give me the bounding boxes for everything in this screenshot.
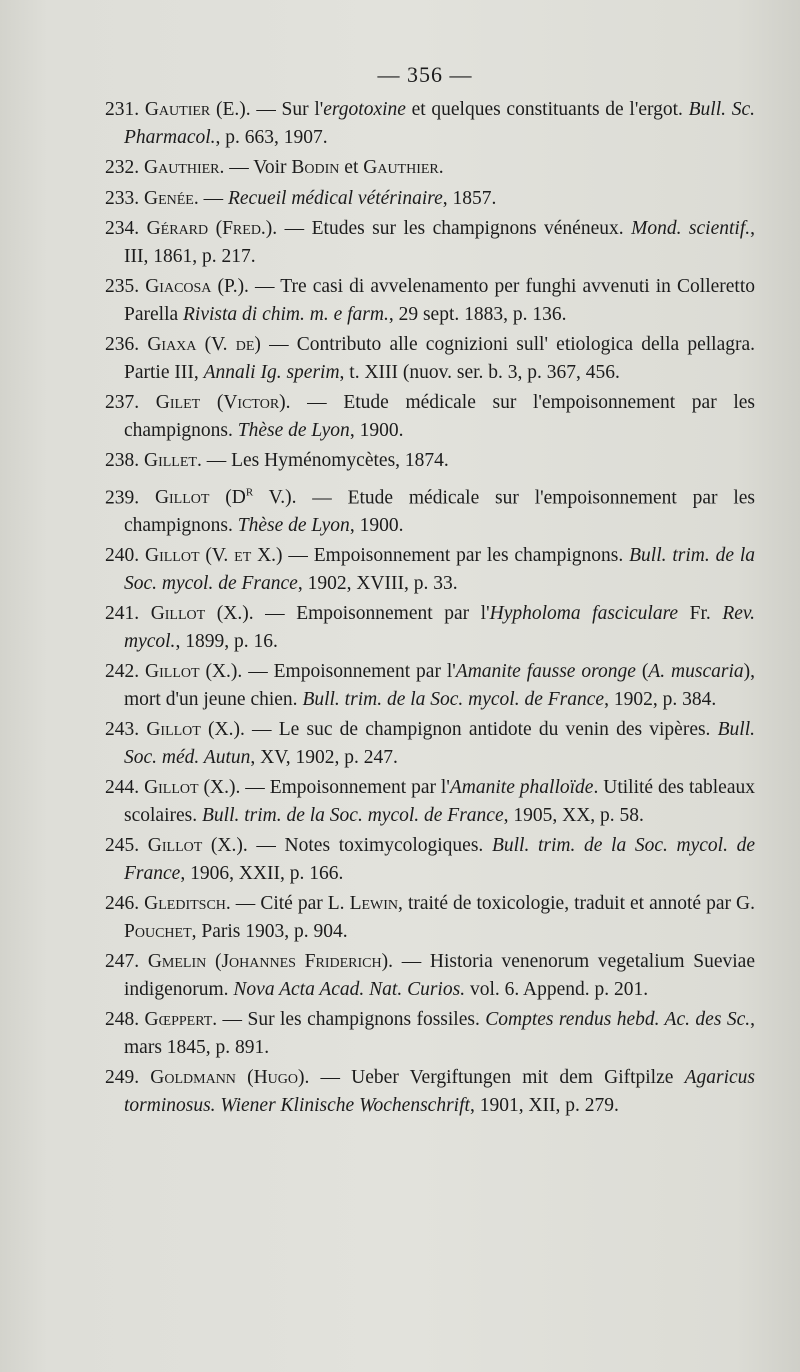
entry-title-italic: Thèse de Lyon <box>237 419 350 441</box>
entry-author: Gleditsch. <box>144 893 231 914</box>
bibliography-entry <box>105 96 755 151</box>
entry-number: 248. <box>105 1009 140 1030</box>
entry-title-italic: Agaricus torminosus. Wiener Klinische Wochenschrift <box>124 1067 755 1116</box>
entry-title-italic: Bull. trim. de la Soc. mycol. de France <box>201 804 504 826</box>
bibliography-entry <box>105 447 755 475</box>
entry-number: 238. <box>105 450 140 471</box>
entry-number: 244. <box>105 777 140 798</box>
entry-cited-author: Bodin <box>291 157 340 178</box>
entry-text: — Voir Bodin et Gauthier. <box>224 157 444 178</box>
bibliography-entry <box>105 658 755 713</box>
entry-author: Goldmann (Hugo). <box>150 1067 310 1088</box>
entry-title-italic: ergotoxine <box>323 99 406 120</box>
bibliography-entry <box>105 890 755 945</box>
entry-title-italic: Nova Acta Acad. Nat. Curios. <box>233 978 466 1000</box>
bibliography-entry <box>105 1064 755 1119</box>
entry-number: 241. <box>105 603 140 624</box>
entry-title-italic: Thèse de Lyon <box>237 514 350 536</box>
entry-author: Genée. <box>144 187 199 209</box>
entry-number: 242. <box>105 661 140 682</box>
entry-number: 246. <box>105 893 140 914</box>
entry-title-italic: Recueil médical vétérinaire <box>227 187 443 209</box>
entry-text: — Historia venenorum vegetalium Sueviae indigenorum. Nova Acta Acad. Nat. Curios. vol. 6. Append. p. 201. <box>124 951 755 1000</box>
bibliography-entry <box>105 389 755 444</box>
entry-author: Gillot (X.). <box>147 835 248 856</box>
entry-title-italic: Bull. Soc. méd. Autun <box>124 719 755 768</box>
entry-number: 232. <box>105 157 140 178</box>
entry-author: Gilet (Victor). <box>155 392 291 413</box>
entry-text: — Empoisonnement par l'Hypholoma fasciculare Fr. Rev. mycol., 1899, p. 16. <box>124 603 755 652</box>
bibliography-entry <box>105 273 755 328</box>
bibliography-entry <box>105 185 755 213</box>
entry-author: Gœppert. <box>144 1009 218 1030</box>
entry-cited-author: Gauthier <box>363 157 439 178</box>
entry-text: — Empoisonnement par l'Amanite fausse oronge (A. muscaria), mort d'un jeune chien. Bull. trim. de la Soc. mycol. de France, 1902, p. 384. <box>124 661 755 710</box>
entry-cited-author: Pouchet <box>124 920 192 942</box>
entry-text: — Sur l'ergotoxine et quelques constituants de l'ergot. Bull. Sc. Pharmacol., p. 663, 1907. <box>124 99 755 148</box>
entry-text: — Cité par L. Lewin, traité de toxicologie, traduit et annoté par G. Pouchet, Paris 1903, p. 904. <box>124 893 755 942</box>
entry-author: Gillot (X.). <box>146 719 245 740</box>
entry-text: — Ueber Vergiftungen mit dem Giftpilze Agaricus torminosus. Wiener Klinische Wochenschrift, 1901, XII, p. 279. <box>124 1067 755 1116</box>
entry-title-italic: Comptes rendus hebd. Ac. des Sc. <box>485 1009 751 1030</box>
entry-author: Gillot ($D^r$ V.). <box>154 481 297 508</box>
entry-text: — Etude médicale sur l'empoisonnement par les champignons. Thèse de Lyon, 1900. <box>124 392 756 441</box>
entry-author: Gérard (Fred.). <box>146 218 278 239</box>
entry-author: Gillot (X.). <box>144 777 241 798</box>
entry-text: — Empoisonnement par l'Amanite phalloïde. Utilité des tableaux scolaires. Bull. trim. de la Soc. mycol. de France, 1905, XX, p. 58. <box>124 777 755 826</box>
entry-title-italic: Bull. trim. de la Soc. mycol. de France <box>124 835 756 884</box>
entry-title-italic: Amanite phalloïde <box>449 777 594 798</box>
entry-author: Gillot (X.). <box>145 661 243 682</box>
entry-title-italic: Hypholoma fasciculare <box>489 603 679 624</box>
entry-author: Giacosa (P.). <box>145 276 249 297</box>
entry-number: 239. <box>105 487 140 508</box>
entry-number: 233. <box>105 187 140 209</box>
entry-author: Gmelin (Johannes Friderich). <box>147 951 393 972</box>
bibliography-entry <box>105 832 755 887</box>
entry-title-italic: Rivista di chim. m. e farm. <box>183 303 389 325</box>
entry-author: Gillot (X.). <box>150 603 254 624</box>
entry-text: — Le suc de champignon antidote du venin des vipères. Bull. Soc. méd. Autun, XV, 1902, p. 247. <box>124 719 755 768</box>
bibliography-entry <box>105 1006 755 1061</box>
entry-title-italic: Mond. scientif. <box>631 218 751 239</box>
entry-title-italic: Bull. trim. de la Soc. mycol. de France <box>302 688 605 710</box>
entry-title-italic: A. muscaria <box>648 661 744 682</box>
entry-text: — Sur les champignons fossiles. Comptes rendus hebd. Ac. des Sc., mars 1845, p. 891. <box>124 1009 755 1058</box>
bibliography-entry <box>105 948 755 1003</box>
entry-author: Gautier (E.). <box>144 99 251 120</box>
entry-title-italic: Amanite fausse oronge <box>455 661 636 682</box>
bibliography-entry <box>105 478 755 540</box>
entry-text: — Recueil médical vétérinaire, 1857. <box>198 187 497 209</box>
entry-title-italic: Annali Ig. sperim <box>203 361 340 383</box>
page-number: — 356 — <box>377 62 473 87</box>
entry-text: — Empoisonnement par les champignons. Bull. trim. de la Soc. mycol. de France, 1902, XVIII, p. 33. <box>124 545 756 594</box>
entry-number: 231. <box>105 99 140 120</box>
bibliography-entry <box>105 774 755 829</box>
entry-text: — Tre casi di avvelenamento per funghi avvenuti in Colleretto Parella Rivista di chim. m. e farm., 29 sept. 1883, p. 136. <box>124 276 756 325</box>
entry-text: — Les Hyménomycètes, 1874. <box>201 450 449 471</box>
entry-number: 236. <box>105 334 140 355</box>
entry-number: 249. <box>105 1067 140 1088</box>
entry-author: Giaxa (V. de) <box>147 334 261 355</box>
entry-text: — Etude médicale sur l'empoisonnement par les champignons. Thèse de Lyon, 1900. <box>124 487 756 536</box>
entry-author: Gauthier. <box>144 157 225 178</box>
entry-text: — Notes toximycologiques. Bull. trim. de la Soc. mycol. de France, 1906, XXII, p. 166. <box>124 835 756 884</box>
entry-number: 234. <box>105 218 140 239</box>
entry-author: Gillot (V. et X.) <box>144 545 283 566</box>
entry-title-italic: Bull. Sc. Pharmacol. <box>124 99 755 148</box>
entry-cited-author: Lewin <box>349 893 399 914</box>
bibliography-entry <box>105 542 755 597</box>
entry-number: 243. <box>105 719 140 740</box>
entry-number: 245. <box>105 835 140 856</box>
entry-number: 240. <box>105 545 140 566</box>
entry-number: 235. <box>105 276 140 297</box>
entry-author: Gillet. <box>144 450 202 471</box>
entry-text: — Contributo alle cognizioni sull' etiologica della pellagra. Partie III, Annali Ig. sperim, t. XIII (nuov. ser. b. 3, p. 367, 456. <box>124 334 756 383</box>
entry-title-italic: Rev. mycol. <box>124 603 755 652</box>
bibliography-entry <box>105 154 755 182</box>
entry-title-italic: Bull. trim. de la Soc. mycol. de France <box>124 545 756 594</box>
bibliography-entry <box>105 331 755 386</box>
entry-text: — Etudes sur les champignons vénéneux. Mond. scientif., III, 1861, p. 217. <box>124 218 755 267</box>
bibliography-entry <box>105 716 755 771</box>
bibliography-list <box>105 96 755 1122</box>
bibliography-entry <box>105 215 755 270</box>
entry-number: 237. <box>105 392 140 413</box>
bibliography-entry <box>105 600 755 655</box>
entry-number: 247. <box>105 951 140 972</box>
